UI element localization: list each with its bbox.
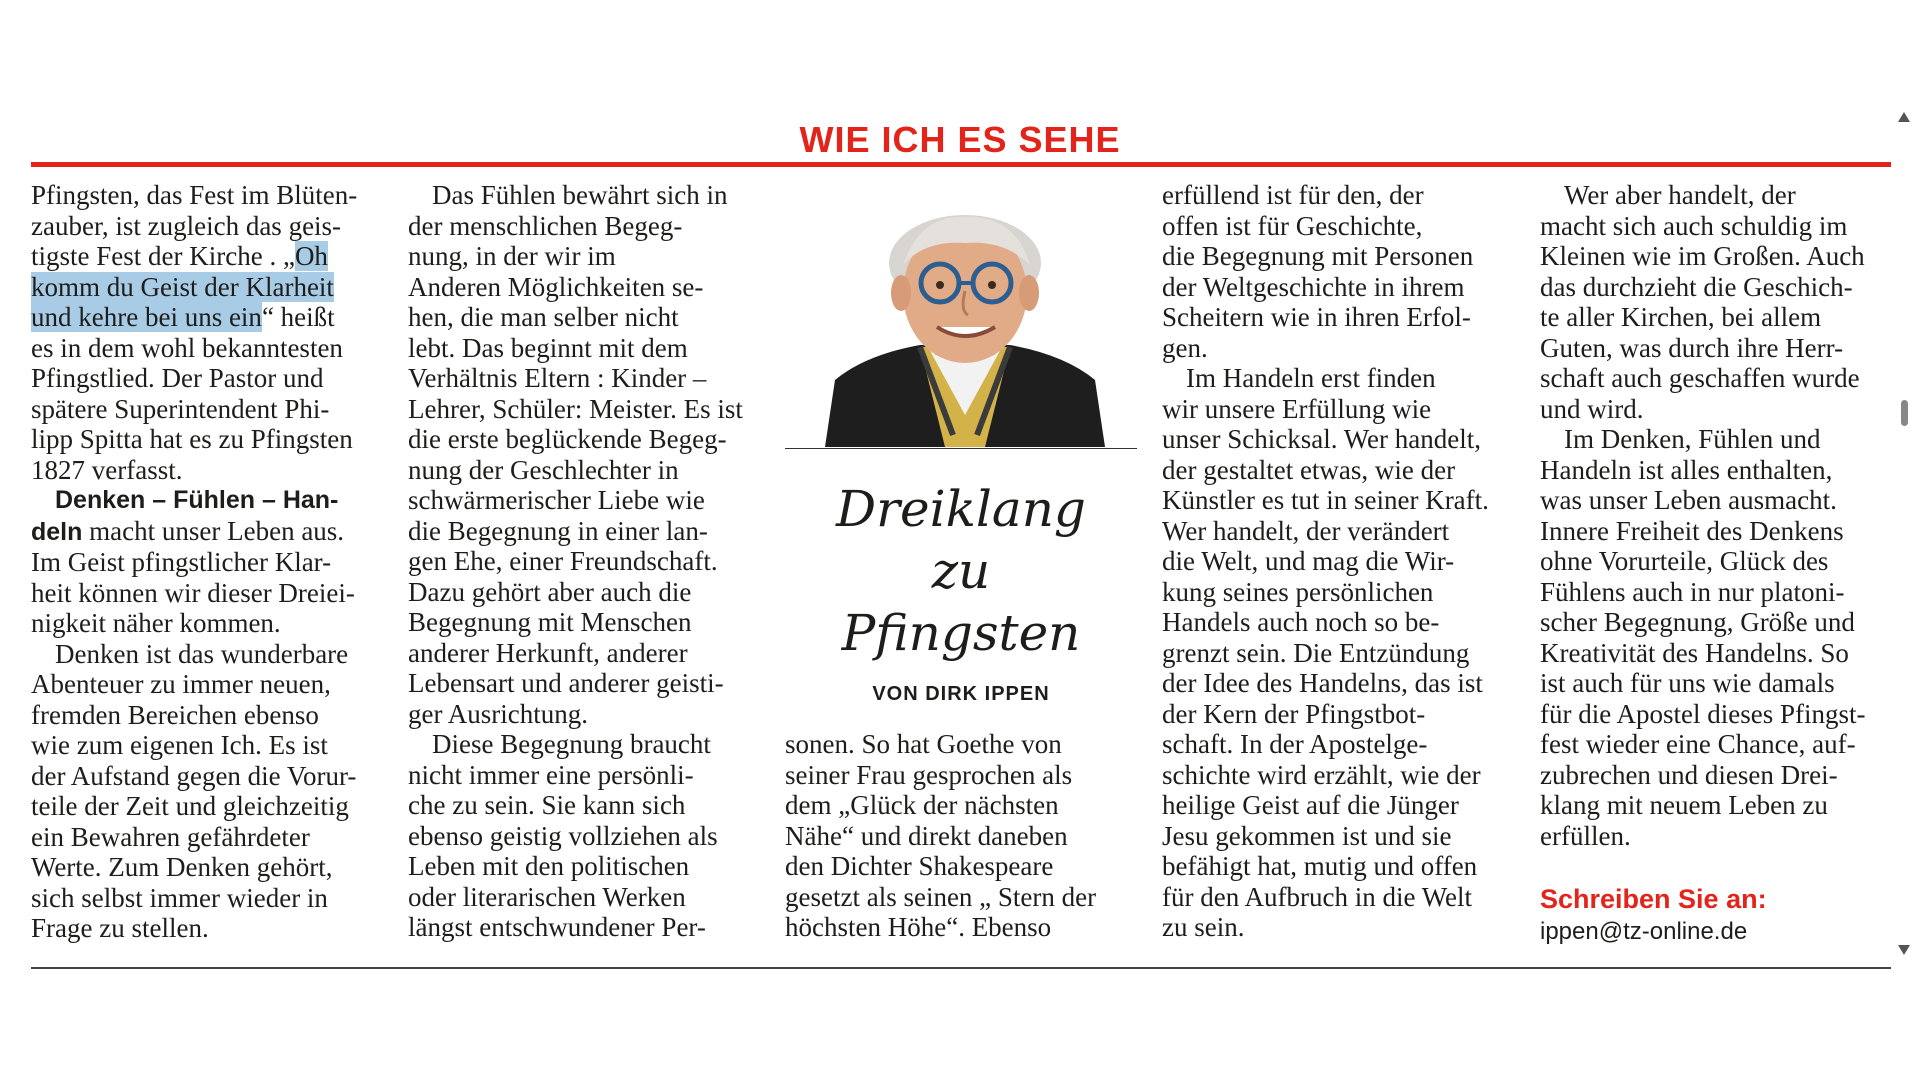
- col3-lines: [785, 729, 1135, 943]
- col5-para1-first: Wer aber handelt, der: [1564, 180, 1796, 210]
- column-2: [408, 180, 753, 943]
- scroll-up-arrow-icon[interactable]: [1898, 112, 1910, 122]
- author-portrait: [825, 205, 1105, 447]
- text-line: schaft. In der Apostelge-: [1162, 729, 1428, 759]
- text-line: Pfingstlied. Der Pastor und: [31, 363, 324, 393]
- col4-lines-b: [1162, 394, 1507, 943]
- text-line: Nähe“ und direkt daneben: [785, 820, 1068, 851]
- text-line: klang mit neuem Leben zu: [1540, 790, 1828, 820]
- text-line: zu sein.: [1162, 912, 1245, 942]
- text-line: Fühlens auch in nur platoni-: [1540, 576, 1845, 607]
- text-line: Verhältnis Eltern : Kinder –: [408, 363, 707, 393]
- text-line: Pfingsten, das Fest im Blüten-: [31, 180, 358, 210]
- text-line: befähigt hat, mutig und offen: [1162, 851, 1478, 881]
- text-line: schwärmerischer Liebe wie: [408, 485, 705, 515]
- text-line: heit können wir dieser Dreiei-: [31, 577, 355, 608]
- text-line: fest wieder eine Chance, auf-: [1540, 729, 1856, 759]
- col5-para2-first: Im Denken, Fühlen und: [1564, 424, 1821, 454]
- text-line: was unser Leben ausmacht.: [1540, 485, 1837, 515]
- photo-rule: [785, 448, 1137, 449]
- text-line: die Begegnung mit Personen: [1162, 241, 1474, 271]
- text-line: gesetzt als seinen „ Stern der: [785, 881, 1097, 912]
- col1-line-highlight-end[interactable]: und kehre bei uns ein“ heißt: [31, 302, 335, 332]
- text-line: sonen. So hat Goethe von: [785, 729, 1062, 759]
- text-line: Lehrer, Schüler: Meister. Es ist: [408, 393, 743, 424]
- text-line: nung der Geschlechter in: [408, 454, 679, 485]
- text-selection: komm du Geist der Klarheit: [31, 271, 334, 302]
- byline: VON DIRK IPPEN: [872, 683, 1050, 705]
- text-selection: Oh: [294, 241, 328, 271]
- col4-lines-a: [1162, 180, 1507, 363]
- text-line: Abenteuer zu immer neuen,: [31, 669, 331, 699]
- text-line: Im Geist pfingstlicher Klar-: [31, 547, 332, 577]
- text-line: scher Begegnung, Größe und: [1540, 607, 1855, 637]
- text-line: für den Aufbruch in die Welt: [1162, 881, 1472, 912]
- col5-lines-b: [1540, 455, 1885, 852]
- red-rule: [31, 162, 1891, 167]
- col1-lead-line: deln macht unser Leben aus.: [31, 515, 345, 546]
- text-line: Innere Freiheit des Denkens: [1540, 515, 1844, 546]
- col1-lines-a: [31, 180, 376, 241]
- text-line: wir unsere Erfüllung wie: [1162, 393, 1432, 424]
- text-line: das durchzieht die Geschich-: [1540, 271, 1853, 302]
- text-line: dem „Glück der nächsten: [785, 790, 1059, 820]
- text-line: Dazu gehört aber auch die: [408, 576, 692, 607]
- text-line: längst entschwundener Per-: [408, 912, 706, 942]
- col1-lines-c: [31, 547, 376, 639]
- text-line: ein Bewahren gefährdeter: [31, 821, 310, 852]
- text-line: die Welt, und mag die Wir-: [1162, 546, 1455, 576]
- text-line: kung seines persönlichen: [1162, 576, 1434, 607]
- text-line: zubrechen und diesen Drei-: [1540, 759, 1838, 790]
- text-line: den Dichter Shakespeare: [785, 851, 1054, 881]
- text-line: macht sich auch schuldig im: [1540, 210, 1848, 241]
- text-line: gen Ehe, einer Freundschaft.: [408, 546, 718, 576]
- text-line: Guten, was durch ihre Herr-: [1540, 332, 1844, 363]
- text-line: heilige Geist auf die Jünger: [1162, 790, 1459, 820]
- text-line: ebenso geistig vollziehen als: [408, 820, 718, 851]
- text-line: höchsten Höhe“. Ebenso: [785, 912, 1052, 942]
- text-line: Handeln ist alles enthalten,: [1540, 454, 1833, 485]
- text-line: te aller Kirchen, bei allem: [1540, 302, 1822, 332]
- column-5: [1540, 180, 1885, 851]
- text-line: sich selbst immer wieder in: [31, 882, 328, 913]
- text-line: erfüllen.: [1540, 820, 1631, 851]
- scrollbar-thumb[interactable]: [1901, 400, 1908, 426]
- text-line: wie zum eigenen Ich. Es ist: [31, 730, 328, 760]
- text-line: ger Ausrichtung.: [408, 698, 588, 729]
- text-line: der gestaltet etwas, wie der: [1162, 454, 1456, 485]
- text-line: es in dem wohl bekanntesten: [31, 332, 343, 363]
- text-line: erfüllend ist für den, der: [1162, 180, 1424, 210]
- text-line: der Aufstand gegen die Vorur-: [31, 760, 357, 791]
- col2-para2-first: Diese Begegnung braucht: [432, 729, 711, 759]
- text-line: und wird.: [1540, 393, 1644, 424]
- text-line: seiner Frau gesprochen als: [785, 759, 1073, 790]
- text-line: Anderen Möglichkeiten se-: [408, 271, 704, 302]
- col4-para2-first: Im Handeln erst finden: [1186, 363, 1436, 393]
- text-line: die Begegnung in einer lan-: [408, 515, 708, 546]
- text-line: teile der Zeit und gleichzeitig: [31, 791, 349, 821]
- text-selection: und kehre bei uns ein: [31, 302, 262, 332]
- column-1: [31, 180, 376, 944]
- text-line: lebt. Das beginnt mit dem: [408, 332, 688, 363]
- contact-email-link[interactable]: ippen@tz-online.de: [1540, 918, 1748, 945]
- kicker-title: WIE ICH ES SEHE: [799, 119, 1121, 160]
- text-line: Kleinen wie im Großen. Auch: [1540, 241, 1865, 271]
- col2-lines-a: [408, 211, 753, 730]
- text-line: Begegnung mit Menschen: [408, 607, 692, 637]
- text-line: nigkeit näher kommen.: [31, 608, 281, 638]
- col5-lines-a: [1540, 211, 1885, 425]
- text-line: für die Apostel dieses Pfingst-: [1540, 698, 1866, 729]
- text-line: ohne Vorurteile, Glück des: [1540, 546, 1829, 576]
- scroll-down-arrow-icon[interactable]: [1898, 945, 1910, 955]
- text-line: Handels auch noch so be-: [1162, 607, 1440, 637]
- col1-lines-b: [31, 333, 376, 486]
- text-line: Frage zu stellen.: [31, 913, 209, 943]
- text-line: unser Schicksal. Wer handelt,: [1162, 424, 1481, 454]
- contact-title: Schreiben Sie an:: [1540, 884, 1767, 914]
- lead-in-text: Denken – Fühlen – Han-: [55, 486, 339, 514]
- text-line: Scheitern wie in ihren Erfol-: [1162, 302, 1471, 332]
- text-line: zauber, ist zugleich das geis-: [31, 210, 342, 241]
- text-line: Wer handelt, der verändert: [1162, 515, 1450, 546]
- article-headline: Dreiklang zu Pfingsten: [836, 480, 1086, 662]
- text-line: der Weltgeschichte in ihrem: [1162, 271, 1465, 302]
- col1-para3-first: Denken ist das wunderbare: [55, 638, 349, 669]
- text-line: hen, die man selber nicht: [408, 302, 679, 332]
- text-line: die erste beglückende Begeg-: [408, 424, 727, 454]
- text-line: offen ist für Geschichte,: [1162, 210, 1423, 241]
- text-line: nung, in der wir im: [408, 241, 616, 271]
- text-line: ist auch für uns wie damals: [1540, 668, 1835, 698]
- text-line: Leben mit den politischen: [408, 851, 690, 881]
- column-3: [785, 729, 1135, 943]
- col1-line-highlight-mid[interactable]: [31, 272, 376, 303]
- text-line: Werte. Zum Denken gehört,: [31, 852, 333, 882]
- text-line: der Kern der Pfingstbot-: [1162, 698, 1426, 729]
- text-line: schichte wird erzählt, wie der: [1162, 759, 1481, 790]
- text-line: Lebensart und anderer geisti-: [408, 668, 724, 698]
- text-line: schaft auch geschaffen wurde: [1540, 363, 1860, 393]
- col2-para1-first: Das Fühlen bewährt sich in: [432, 180, 728, 210]
- column-4: [1162, 180, 1507, 943]
- text-line: lipp Spitta hat es zu Pfingsten: [31, 424, 353, 454]
- col1-line-highlight-start[interactable]: tigste Fest der Kirche . „Oh: [31, 241, 328, 271]
- col2-lines-b: [408, 760, 753, 943]
- text-line: Künstler es tut in seiner Kraft.: [1162, 485, 1489, 515]
- bottom-rule: [31, 967, 1891, 969]
- text-line: nicht immer eine persönli-: [408, 759, 694, 790]
- text-line: anderer Herkunft, anderer: [408, 637, 688, 668]
- text-line: grenzt sein. Die Entzündung: [1162, 637, 1470, 668]
- text-line: der menschlichen Begeg-: [408, 210, 683, 241]
- text-line: 1827 verfasst.: [31, 454, 183, 485]
- text-line: spätere Superintendent Phi-: [31, 393, 330, 424]
- col1-lines-d: [31, 669, 376, 944]
- text-line: che zu sein. Sie kann sich: [408, 790, 686, 820]
- text-line: Kreativität des Handelns. So: [1540, 637, 1849, 668]
- text-line: Jesu gekommen ist und sie: [1162, 820, 1452, 851]
- text-line: oder literarischen Werken: [408, 881, 686, 912]
- text-line: der Idee des Handelns, das ist: [1162, 668, 1483, 698]
- text-line: gen.: [1162, 332, 1208, 363]
- text-line: fremden Bereichen ebenso: [31, 699, 319, 730]
